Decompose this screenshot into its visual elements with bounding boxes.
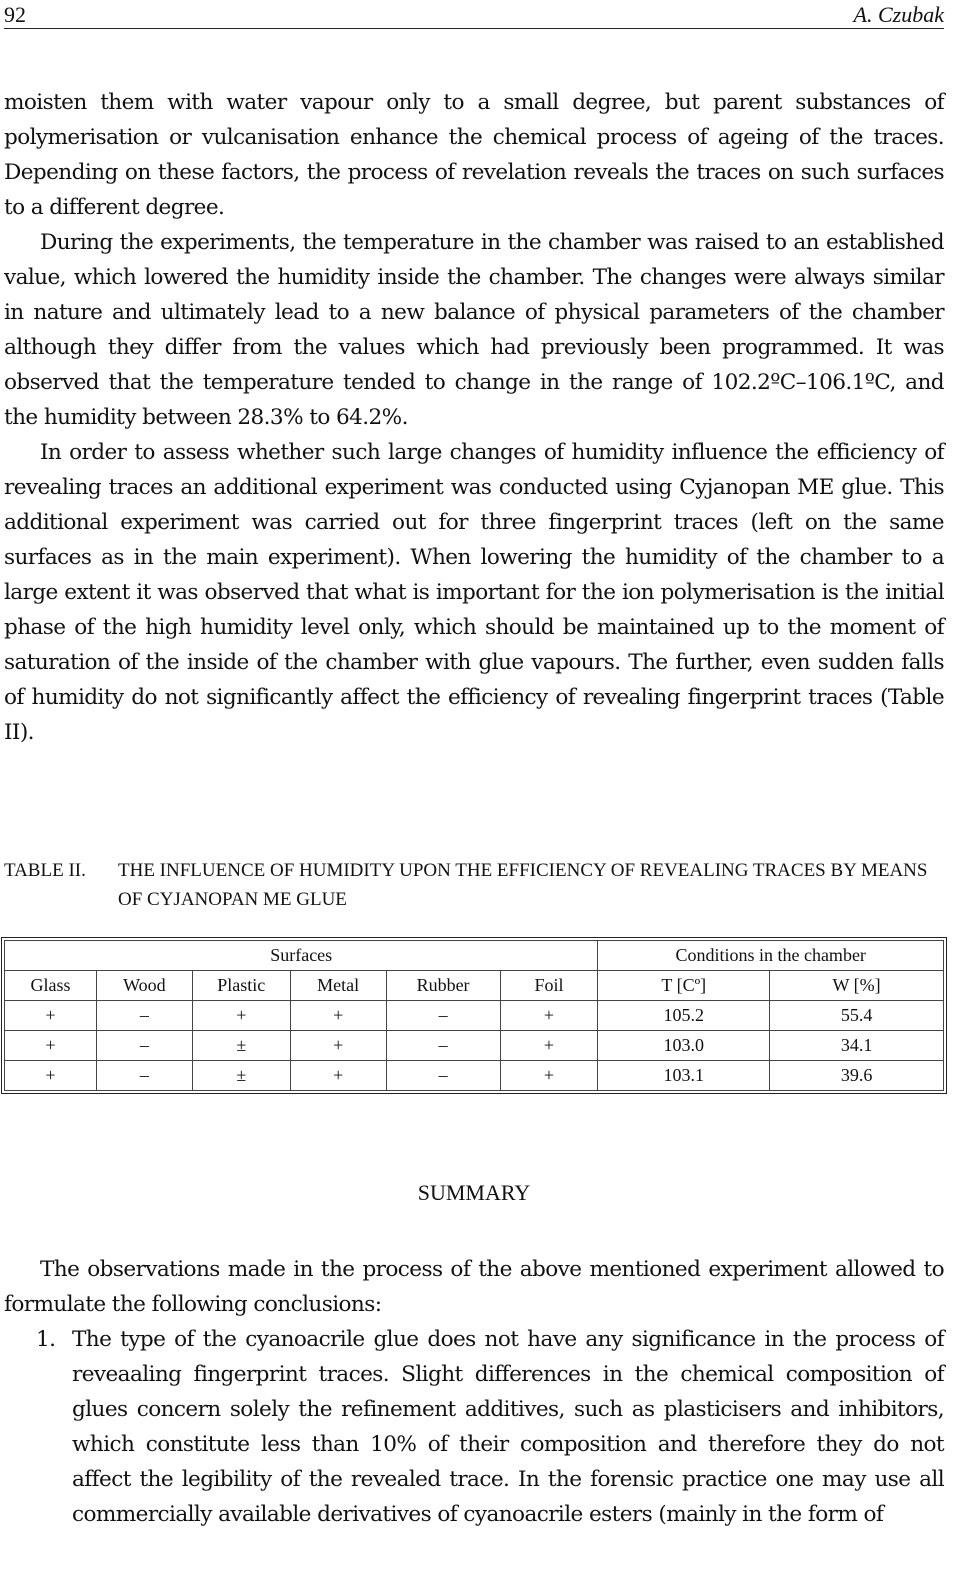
table-header-row	[5, 971, 944, 1001]
list-item-text: The type of the cyanoacrile glue does not have any significance in the process of reveaaling fingerprint traces. Slight differences in the chemical composition of glues concern solely the refinement additives, such as plasticisers and inhibitors, which constitute less than 10% of their composition and therefore they do not affect the legibility of the revealed trace. In the forensic practice one may use all commercially available derivatives of cyanoacrile esters (mainly in the form of	[72, 1327, 944, 1527]
table-cell: –	[96, 1001, 192, 1031]
list-item	[4, 1322, 944, 1532]
table-cell: +	[500, 1001, 598, 1031]
conclusions-list	[4, 1322, 944, 1532]
table-cell: –	[386, 1001, 500, 1031]
table-cell: –	[386, 1031, 500, 1061]
table-cell: +	[500, 1031, 598, 1061]
table-cell: +	[500, 1061, 598, 1091]
table-row	[5, 1031, 944, 1061]
table-row	[5, 1061, 944, 1091]
column-header: Plastic	[192, 971, 290, 1001]
column-header: Rubber	[386, 971, 500, 1001]
table-cell: +	[5, 1001, 97, 1031]
table-cell: +	[5, 1061, 97, 1091]
list-item-number: 1.	[36, 1327, 56, 1352]
running-header	[4, 2, 944, 29]
table-cell: +	[290, 1061, 386, 1091]
paragraph: In order to assess whether such large changes of humidity influence the efficiency of revealing traces an additional experiment was conducted using Cyjanopan ME glue. This additional experiment was carried out for three fingerprint traces (left on the same surfaces as in the main experiment). When lowering the humidity of the chamber to a large extent it was observed that what is important for the ion polymerisation is the initial phase of the high humidity level only, which should be maintained up to the moment of saturation of the inside of the chamber with glue vapours. The further, even sudden falls of humidity do not significantly affect the efficiency of revealing fingerprint traces (Table II).	[4, 440, 944, 745]
table-cell: 34.1	[770, 1031, 944, 1061]
table-cell: 55.4	[770, 1001, 944, 1031]
column-header: T [Cº]	[598, 971, 770, 1001]
table-cell: +	[290, 1031, 386, 1061]
column-header: W [%]	[770, 971, 944, 1001]
page-number: 92	[4, 2, 26, 27]
table-row	[5, 1001, 944, 1031]
column-header: Foil	[500, 971, 598, 1001]
table-cell: 105.2	[598, 1001, 770, 1031]
table-cell: 103.1	[598, 1061, 770, 1091]
summary-body	[4, 1252, 944, 1532]
paragraph: moisten them with water vapour only to a small degree, but parent substances of polymerisation or vulcanisation enhance the chemical process of ageing of the traces. Depending on these factors, the process of revelation reveals the traces on such surfaces to a different degree.	[4, 90, 944, 220]
table-cell: ±	[192, 1061, 290, 1091]
column-header: Metal	[290, 971, 386, 1001]
table-cell: –	[96, 1031, 192, 1061]
table-group-header-row	[5, 941, 944, 971]
summary-intro: The observations made in the process of the above mentioned experiment allowed to formulate the following conclusions:	[4, 1257, 944, 1317]
table-cell: ±	[192, 1031, 290, 1061]
data-table	[4, 940, 944, 1091]
paragraph: During the experiments, the temperature in the chamber was raised to an established value, which lowered the humidity inside the chamber. The changes were always similar in nature and ultimately lead to a new balance of physical parameters of the chamber although they differ from the values which had previously been programmed. It was observed that the temperature tended to change in the range of 102.2ºC–106.1ºC, and the humidity between 28.3% to 64.2%.	[4, 230, 944, 430]
table-cell: 103.0	[598, 1031, 770, 1061]
table-title: THE INFLUENCE OF HUMIDITY UPON THE EFFICIENCY OF REVEALING TRACES BY MEANS OF CYJANOPAN ME GLUE	[118, 860, 928, 910]
table-cell: +	[5, 1031, 97, 1061]
running-author: A. Czubak	[853, 2, 944, 27]
table-label: TABLE II.	[4, 860, 86, 881]
column-header: Wood	[96, 971, 192, 1001]
table-cell: +	[290, 1001, 386, 1031]
column-header: Glass	[5, 971, 97, 1001]
body-text	[4, 85, 944, 750]
group-header-conditions: Conditions in the chamber	[598, 941, 944, 971]
table-cell: –	[386, 1061, 500, 1091]
table-cell: –	[96, 1061, 192, 1091]
summary-heading: SUMMARY	[417, 1180, 531, 1205]
table-cell: +	[192, 1001, 290, 1031]
table-cell: 39.6	[770, 1061, 944, 1091]
group-header-surfaces: Surfaces	[5, 941, 598, 971]
